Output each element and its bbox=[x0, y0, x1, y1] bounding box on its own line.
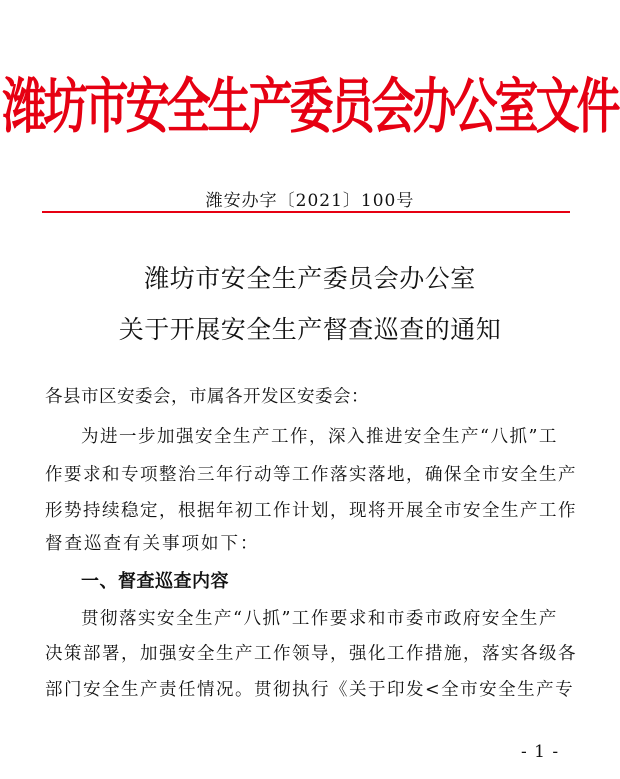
document-number: 潍安办字〔2021〕100号 bbox=[205, 191, 415, 211]
paragraph-2-line-3: 部门安全生产责任情况。贯彻执行《关于印发<全市安全生产专 bbox=[45, 680, 575, 700]
page-number: - 1 - bbox=[521, 742, 560, 762]
salutation: 各县市区安委会，市属各开发区安委会： bbox=[45, 387, 369, 407]
paragraph-2-line-2: 决策部署，加强安全生产工作领导，强化工作措施，落实各级各 bbox=[45, 644, 577, 664]
notice-title-line-1: 潍坊市安全生产委员会办公室 bbox=[144, 264, 476, 293]
notice-title-line-2: 关于开展安全生产督查巡查的通知 bbox=[118, 315, 502, 344]
paragraph-2-line-1: 贯彻落实安全生产“八抓”工作要求和市委市政府安全生产 bbox=[81, 609, 558, 629]
paragraph-1-line-3: 形势持续稳定，根据年初工作计划，现将开展全市安全生产工作 bbox=[45, 501, 577, 521]
paragraph-1-line-4: 督查巡查有关事项如下： bbox=[45, 534, 260, 554]
paragraph-1-line-1: 为进一步加强安全生产工作，深入推进安全生产“八抓”工 bbox=[81, 427, 558, 447]
section-heading: 一、督查巡查内容 bbox=[81, 571, 229, 592]
red-separator-line bbox=[42, 211, 570, 213]
document-header-title: 潍坊市安全生产委员会办公室文件 bbox=[2, 72, 618, 142]
paragraph-1-line-2: 作要求和专项整治三年行动等工作落实落地，确保全市安全生产 bbox=[45, 465, 577, 485]
